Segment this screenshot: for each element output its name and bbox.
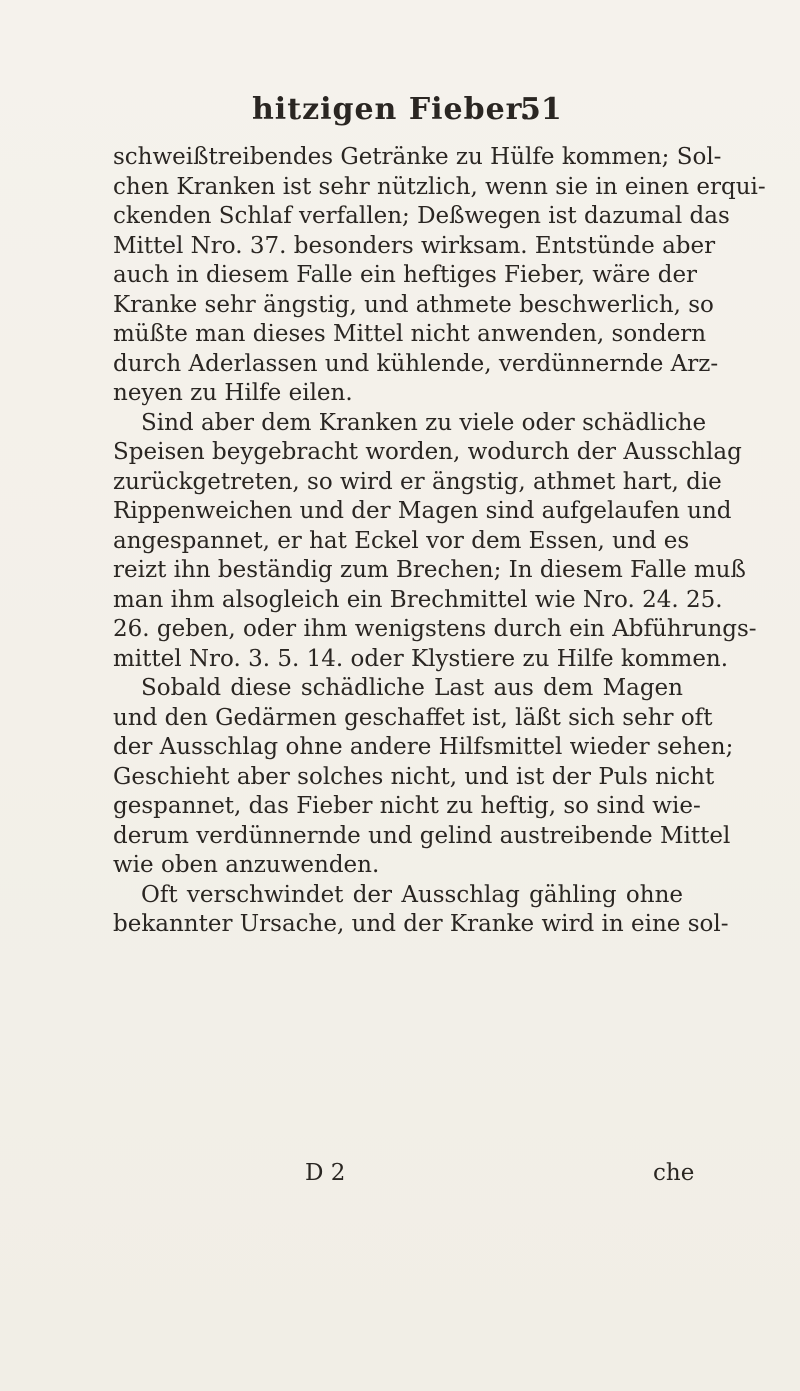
paragraph-start-line: Sobald diese schädliche Last aus dem Magen xyxy=(141,675,683,701)
page-footer xyxy=(305,1160,705,1192)
text-line: Mittel Nro. 37. besonders wirksam. Entstünde aber xyxy=(113,232,716,259)
paragraph-start-line: Oft verschwindet der Ausschlag gähling ohne xyxy=(141,881,683,908)
signature-mark: D 2 xyxy=(305,1160,346,1186)
text-line: zurückgetreten, so wird er ängstig, athmet hart, die xyxy=(113,468,722,495)
text-line: gespannet, das Fieber nicht zu heftig, so sind wie- xyxy=(113,793,701,819)
text-line: und den Gedärmen geschaffet ist, läßt sich sehr oft xyxy=(113,704,713,731)
text-line: 26. geben, oder ihm wenigstens durch ein Abführungs- xyxy=(113,616,757,642)
text-line: derum verdünnernde und gelind austreibende Mittel xyxy=(113,822,731,849)
text-line: reizt ihn beständig zum Brechen; In diesem Falle muß xyxy=(113,557,746,583)
text-line: Kranke sehr ängstig, und athmete beschwerlich, so xyxy=(113,291,714,318)
text-line: auch in diesem Falle ein heftiges Fieber, wäre der xyxy=(113,262,698,288)
text-line: chen Kranken ist sehr nützlich, wenn sie in einen erqui- xyxy=(113,173,766,200)
catchword: che xyxy=(653,1160,695,1186)
text-line: Geschieht aber solches nicht, und ist der Puls nicht xyxy=(113,763,715,790)
page-number: 51 xyxy=(520,92,562,127)
text-line: wie oben anzuwenden. xyxy=(113,852,380,878)
text-line: der Ausschlag ohne andere Hilfsmittel wieder sehen; xyxy=(113,734,734,760)
text-line: müßte man dieses Mittel nicht anwenden, sondern xyxy=(113,321,707,347)
paragraph-start-line: Sind aber dem Kranken zu viele oder schädliche xyxy=(141,409,707,436)
text-line: mittel Nro. 3. 5. 14. oder Klystiere zu Hilfe kommen. xyxy=(113,645,729,672)
text-line: Rippenweichen und der Magen sind aufgelaufen und xyxy=(113,498,732,524)
running-head: hitzigen Fieber. xyxy=(252,92,532,127)
text-line: bekannter Ursache, und der Kranke wird in eine sol- xyxy=(113,911,729,937)
page-header xyxy=(252,92,752,132)
body-text xyxy=(113,143,766,940)
text-line: durch Aderlassen und kühlende, verdünnernde Arz- xyxy=(113,350,719,377)
text-line: neyen zu Hilfe eilen. xyxy=(113,380,353,406)
text-line: ckenden Schlaf verfallen; Deßwegen ist dazumal das xyxy=(113,203,730,229)
text-line: schweißtreibendes Getränke zu Hülfe kommen; Sol- xyxy=(113,144,722,170)
text-line: man ihm alsogleich ein Brechmittel wie Nro. 24. 25. xyxy=(113,586,723,613)
text-line: Speisen beygebracht worden, wodurch der Ausschlag xyxy=(113,439,742,465)
text-line: angespannet, er hat Eckel vor dem Essen, und es xyxy=(113,527,690,554)
